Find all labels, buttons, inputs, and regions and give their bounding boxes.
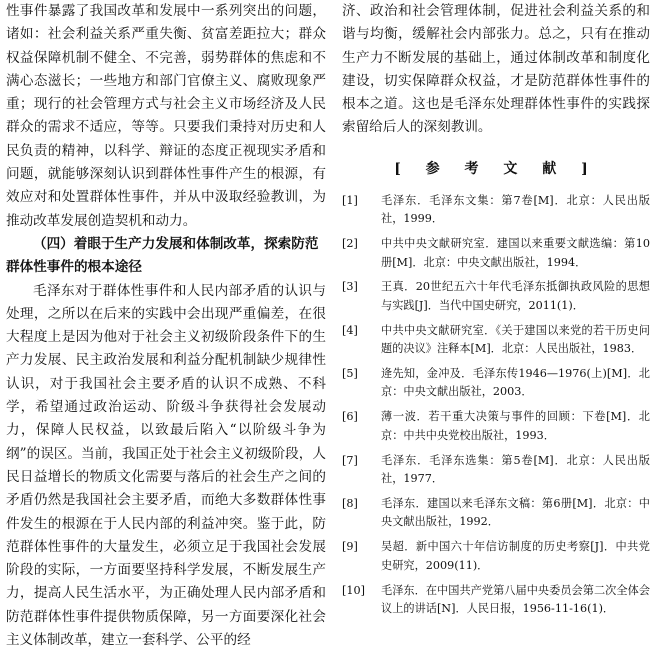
reference-number: [3]: [342, 280, 358, 294]
reference-item: [342, 408, 650, 445]
reference-item: [342, 365, 650, 402]
reference-number: [9]: [342, 540, 358, 554]
reference-number: [1]: [342, 193, 358, 207]
reference-item: [342, 582, 650, 619]
reference-number: [10]: [342, 583, 365, 597]
reference-item: [342, 452, 650, 489]
reference-text: 逄先知，金冲及．毛泽东传1946—1976(上)[M]．北京：中央文献出版社，2003．: [381, 367, 650, 399]
reference-number: [8]: [342, 496, 358, 510]
reference-item: [342, 278, 650, 315]
reference-text: 薄一波．若干重大决策与事件的回顾：下卷[M]．北京：中共中央党校出版社，1993．: [381, 410, 650, 442]
reference-text: 吴超．新中国六十年信访制度的历史考察[J]．中共党史研究，2009(11)．: [381, 540, 650, 572]
reference-text: 中共中央文献研究室．《关于建国以来党的若干历史问题的决议》注释本[M]．北京：人民出版社，1983．: [381, 323, 650, 356]
reference-number: [2]: [342, 237, 358, 251]
reference-text: 毛泽东．在中国共产党第八届中央委员会第二次全体会议上的讲话[N]．人民日报，1956-11-16(1)．: [381, 583, 650, 615]
reference-item: [342, 538, 650, 575]
reference-text: 毛泽东．毛泽东文集：第7卷[M]．北京：人民出版社，1999．: [381, 193, 650, 226]
reference-text: 毛泽东．毛泽东选集：第5卷[M]．北京：人民出版社，1977．: [381, 453, 650, 486]
reference-item: [342, 495, 650, 532]
reference-item: [342, 322, 650, 359]
reference-text: 中共中央文献研究室．建国以来重要文献选编：第10册[M]．北京：中央文献出版社，1994．: [381, 237, 650, 269]
reference-text: 毛泽东．建国以来毛泽东文稿：第6册[M]．北京：中央文献出版社，1992．: [381, 496, 650, 529]
reference-item: [342, 192, 650, 229]
reference-number: [5]: [342, 367, 358, 381]
reference-number: [7]: [342, 453, 358, 467]
reference-item: [342, 235, 650, 272]
references-title: [ 参 考 文 献 ]: [394, 160, 598, 177]
references-list: [342, 192, 650, 619]
left-column: [6, 0, 326, 652]
body-paragraph-2: 毛泽东对于群体性事件和人民内部矛盾的认识与处理，之所以在后来的实践中会出现严重偏差，在很大程度上是因为他对于社会主义初级阶段条件下的生产力发展、民主政治发展和利益分配机制缺少规律性认识，对于我国社会主要矛盾的认识不成熟、不科学，希望通过政治运动、阶级斗争获得社会发展动力，保障人民权益，以致最后陷入“以阶级斗争为纲”的误区。当前，我国正处于社会主义初级阶段，人民日益增长的物质文化需要与落后的社会生产之间的矛盾仍然是我国社会主要矛盾，而绝大多数群体性事件发生的根源在于人民内部的利益冲突。鉴于此，防范群体性事件的大量发生，必须立足于我国社会发展阶段的实际，一方面要坚持科学发展，不断发展生产力，提高人民生活水平，为正确处理人民内部矛盾和防范群体性事件提供物质保障，另一方面要深化社会主义体制改革，建立一套科学、公平的经: [6, 282, 326, 649]
right-column: [342, 0, 650, 625]
section-heading: （四）着眼于生产力发展和体制改革，探索防范群体性事件的根本途径: [6, 235, 319, 276]
reference-number: [4]: [342, 323, 358, 337]
body-paragraph-3: 济、政治和社会管理体制，促进社会利益关系的和谐与均衡，缓解社会内部张力。总之，只有在推动生产力不断发展的基础上，通过体制改革和制度化建设，切实保障群众权益，才是防范群体性事件的根本之道。这也是毛泽东处理群体性事件的实践探索留给后人的深刻教训。: [342, 3, 650, 136]
body-paragraph-1: 性事件暴露了我国改革和发展中一系列突出的问题，诸如：社会利益关系严重失衡、贫富差距拉大；群众权益保障机制不健全、不完善，弱势群体的焦虑和不满心态滋长；一些地方和部门官僚主义、腐败现象严重；现行的社会管理方式与社会主义市场经济及人民群众的需求不适应，等等。只要我们秉持对历史和人民负责的精神，以科学、辩证的态度正视现实矛盾和问题，就能够深刻认识到群体性事件产生的根源，有效应对和处置群体性事件，并从中汲取经验教训，为推动改革发展创造契机和动力。: [6, 3, 326, 229]
reference-text: 王真．20世纪五六十年代毛泽东抵御执政风险的思想与实践[J]．当代中国史研究，2011(1)．: [381, 280, 650, 312]
reference-number: [6]: [342, 410, 358, 424]
